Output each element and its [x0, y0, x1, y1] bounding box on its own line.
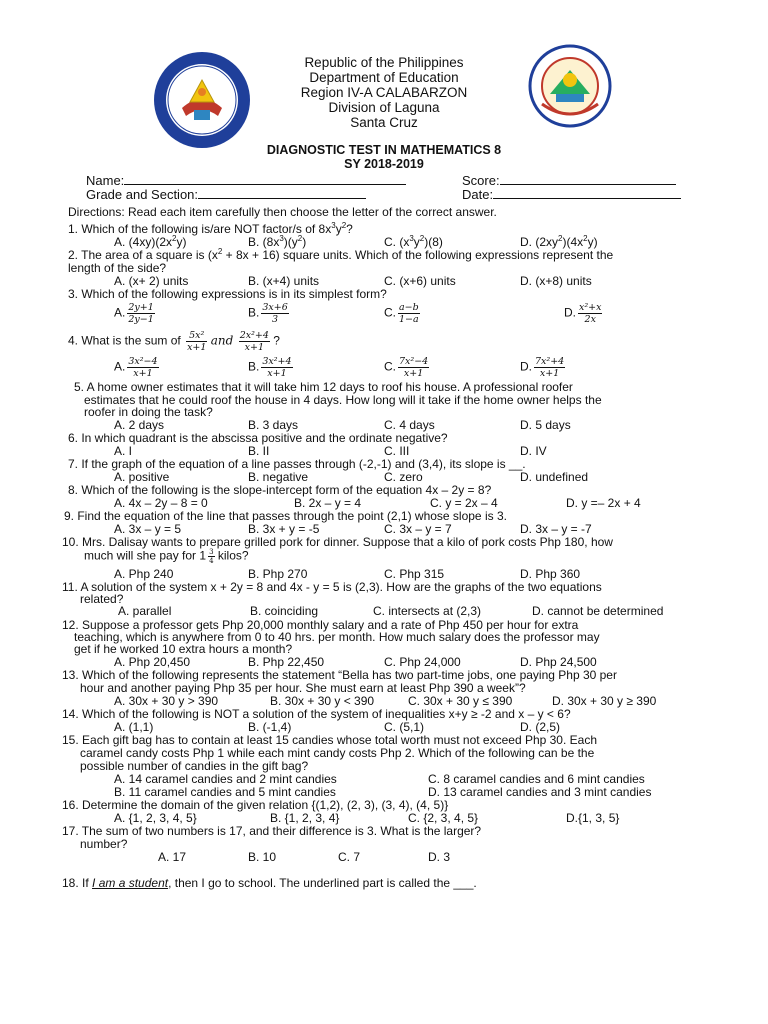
q11-stem-line2: related? [80, 592, 124, 606]
q1-stem: 1. Which of the following is/are NOT factor/s of $8x^3y^2$? [68, 221, 353, 236]
q5-stem-line3: roofer in doing the task? [84, 405, 213, 419]
q6-stem: 6. In which quadrant is the abscissa positive and the ordinate negative? [68, 431, 448, 445]
q8-choice-c[interactable]: C. y = 2x – 4 [430, 496, 498, 510]
q14-choice-c[interactable]: C. (5,1) [384, 720, 425, 734]
q17-stem-line2: number? [80, 837, 128, 851]
q16-choice-a[interactable]: A. {1, 2, 3, 4, 5} [114, 811, 197, 825]
q13-choice-c[interactable]: C. 30x + 30 y ≤ 390 [408, 694, 513, 708]
q16-choice-d[interactable]: D.{1, 3, 5} [566, 811, 620, 825]
q13-stem-line2: hour and another paying Php 35 per hour. She must earn at least Php 390 a week”? [80, 681, 526, 695]
q3-stem: 3. Which of the following expressions is in its simplest form? [68, 287, 387, 301]
q9-stem: 9. Find the equation of the line that passes through the point (2,1) whose slope is 3. [64, 509, 507, 523]
q12-choice-c[interactable]: C. Php 24,000 [384, 655, 461, 669]
q5-choice-b[interactable]: B. 3 days [248, 418, 299, 432]
q10-choice-c[interactable]: C. Php 315 [384, 567, 445, 581]
q3-choice-d[interactable]: D. $\frac{\text{x²+x}}{2x}$ [564, 302, 602, 325]
q2-stem-line1: 2. The area of a square is $(x^2 + 8x + 16)$ square units. Which of the following expressions represent the [68, 247, 614, 262]
q15-stem-line1: 15. Each gift bag has to contain at least 15 candies whose total worth must not exceed Php 30. Each [62, 733, 598, 747]
directions: Directions: Read each item carefully then choose the letter of the correct answer. [68, 205, 497, 219]
q17-choice-d[interactable]: D. 3 [428, 850, 451, 864]
test-title: DIAGNOSTIC TEST IN MATHEMATICS 8 [266, 143, 502, 157]
q13-stem-line1: 13. Which of the following represents the statement “Bella has two part-time jobs, one paying Php 30 per [62, 668, 617, 682]
q15-choice-a[interactable]: A. 14 caramel candies and 2 mint candies [114, 772, 337, 786]
q3-choice-b[interactable]: B. $\frac{3x+6}{3}$ [248, 302, 288, 325]
q15-choice-c[interactable]: C. 8 caramel candies and 6 mint candies [428, 772, 645, 786]
header-city: Santa Cruz [350, 115, 418, 130]
q7-choice-b[interactable]: B. negative [248, 470, 309, 484]
q17-choice-a[interactable]: A. 17 [158, 850, 187, 864]
score-field[interactable] [462, 173, 676, 187]
school-year: SY 2018-2019 [344, 157, 424, 171]
q10-choice-b[interactable]: B. Php 270 [248, 567, 308, 581]
q12-stem-line3: get if he worked 10 extra hours a month? [74, 642, 293, 656]
grade-section-field[interactable] [86, 187, 366, 201]
q1-choice-c[interactable]: C. $(x^3y^2)(8)$ [384, 234, 443, 249]
date-label: Date: [462, 187, 494, 202]
q13-choice-d[interactable]: D. 30x + 30 y ≥ 390 [552, 694, 657, 708]
q11-choice-c[interactable]: C. intersects at (2,3) [373, 604, 482, 618]
q4-choice-c[interactable]: C. $\frac{\text{7x²−4}}{x+1}$ [384, 356, 429, 379]
q14-choice-b[interactable]: B. (-1,4) [248, 720, 292, 734]
q13-choice-b[interactable]: B. 30x + 30 y < 390 [270, 694, 375, 708]
q2-choice-a[interactable]: A. (x+ 2) units [114, 274, 189, 288]
q6-choice-b[interactable]: B. II [248, 444, 270, 458]
q5-choice-d[interactable]: D. 5 days [520, 418, 571, 432]
q7-stem: 7. If the graph of the equation of a line passes through (-2,-1) and (3,4), its slope is __. [68, 457, 526, 471]
q2-choice-c[interactable]: C. (x+6) units [384, 274, 456, 288]
q7-choice-c[interactable]: C. zero [384, 470, 423, 484]
q17-choice-b[interactable]: B. 10 [248, 850, 277, 864]
q5-stem-line1: 5. A home owner estimates that it will take him 12 days to roof his house. A professional roofer [74, 380, 573, 394]
q8-choice-d[interactable]: D. y =– 2x + 4 [566, 496, 641, 510]
score-label: Score: [462, 173, 500, 188]
q17-choice-c[interactable]: C. 7 [338, 850, 361, 864]
q15-choice-b[interactable]: B. 11 caramel candies and 5 mint candies [114, 785, 336, 799]
q12-choice-b[interactable]: B. Php 22,450 [248, 655, 325, 669]
q4-choice-a[interactable]: A. $\frac{\text{3x²−4}}{x+1}$ [114, 356, 158, 379]
q15-stem-line2: caramel candy costs Php 1 while each mint candy costs Php 2. Which of the following can be the [80, 746, 595, 760]
q7-choice-a[interactable]: A. positive [114, 470, 170, 484]
q12-choice-d[interactable]: D. Php 24,500 [520, 655, 597, 669]
q14-choice-a[interactable]: A. (1,1) [114, 720, 154, 734]
q9-choice-a[interactable]: A. 3x – y = 5 [114, 522, 182, 536]
q9-choice-b[interactable]: B. 3x + y = -5 [248, 522, 320, 536]
q3-choice-c[interactable]: C. $\frac{a-b}{1-a}$ [384, 302, 419, 325]
q2-choice-b[interactable]: B. (x+4) units [248, 274, 320, 288]
q11-choice-d[interactable]: D. cannot be determined [532, 604, 664, 618]
q6-choice-a[interactable]: A. I [114, 444, 133, 458]
q1-choice-a[interactable]: A. $(4xy)(2x^2y)$ [114, 234, 187, 249]
q5-choice-c[interactable]: C. 4 days [384, 418, 435, 432]
q10-choice-a[interactable]: A. Php 240 [114, 567, 174, 581]
q5-stem-line2: estimates that he could roof the house in 4 days. How long will it take if the home owner helps the [84, 393, 602, 407]
q18-underlined-part: I am a student [92, 876, 169, 890]
q18-stem: 18. If I am a student, then I go to school. The underlined part is called the ___. [62, 876, 477, 890]
date-field[interactable] [462, 187, 681, 201]
q6-choice-d[interactable]: D. IV [520, 444, 547, 458]
q16-choice-b[interactable]: B. {1, 2, 3, 4} [270, 811, 340, 825]
q14-choice-d[interactable]: D. (2,5) [520, 720, 561, 734]
q5-choice-a[interactable]: A. 2 days [114, 418, 165, 432]
q15-stem-line3: possible number of candies in the gift bag? [80, 759, 309, 773]
q6-choice-c[interactable]: C. III [384, 444, 410, 458]
q8-choice-a[interactable]: A. 4x – 2y – 8 = 0 [114, 496, 208, 510]
q9-choice-c[interactable]: C. 3x – y = 7 [384, 522, 452, 536]
q11-stem-line1: 11. A solution of the system x + 2y = 8 and 4x - y = 5 is (2,3). How are the graphs of the two equations [62, 580, 602, 594]
q2-choice-d[interactable]: D. (x+8) units [520, 274, 592, 288]
header-region: Region IV-A CALABARZON [300, 85, 468, 100]
q16-choice-c[interactable]: C. {2, 3, 4, 5} [408, 811, 479, 825]
header-division: Division of Laguna [328, 100, 440, 115]
header-department: Department of Education [309, 70, 459, 85]
q1-choice-d[interactable]: D. $(2xy^2)(4x^2y)$ [520, 234, 598, 249]
q10-stem-line1: 10. Mrs. Dalisay wants to prepare grilled pork for dinner. Suppose that a kilo of pork costs Php 180, how [62, 535, 613, 549]
q2-stem-line2: length of the side? [68, 261, 167, 275]
q7-choice-d[interactable]: D. undefined [520, 470, 589, 484]
q14-stem: 14. Which of the following is NOT a solution of the system of inequalities x+y ≥ -2 and x – y < 6? [62, 707, 571, 721]
grade-section-label: Grade and Section: [86, 187, 199, 202]
q17-stem-line1: 17. The sum of two numbers is 17, and their difference is 3. What is the larger? [62, 824, 482, 838]
q8-stem: 8. Which of the following is the slope-intercept form of the equation 4x – 2y = 8? [68, 483, 492, 497]
header-republic: Republic of the Philippines [304, 55, 464, 70]
name-label: Name: [86, 173, 125, 188]
q9-choice-d[interactable]: D. 3x – y = -7 [520, 522, 592, 536]
q12-stem-line2: teaching, which is anywhere from 0 to 40 hrs. per month. How much salary does the professor may [74, 630, 600, 644]
q16-stem: 16. Determine the domain of the given relation {(1,2), (2, 3), (3, 4), (4, 5)} [62, 798, 449, 812]
q11-choice-a[interactable]: A. parallel [118, 604, 172, 618]
q12-choice-a[interactable]: A. Php 20,450 [114, 655, 191, 669]
q1-choice-b[interactable]: B. $(8x^3)(y^2)$ [248, 234, 307, 249]
q12-stem-line1: 12. Suppose a professor gets Php 20,000 monthly salary and a rate of Php 450 per hour for extra [62, 618, 579, 632]
q3-choice-a[interactable]: A. $\frac{2y+1}{2y-1}$ [114, 302, 154, 325]
q10-choice-d[interactable]: D. Php 360 [520, 567, 581, 581]
q4-choice-b[interactable]: B. $\frac{\text{3x²+4}}{x+1}$ [248, 356, 292, 379]
q8-choice-b[interactable]: B. 2x – y = 4 [294, 496, 362, 510]
q11-choice-b[interactable]: B. coinciding [250, 604, 319, 618]
q10-stem-line2: much will she pay for 1 $\frac{3}{4}$ kilos? [84, 548, 249, 565]
q4-stem: 4. What is the sum of $\frac{\text{5x²}}{x+1}$ and $\frac{\text{2x²+4}}{x+1}$ ? [68, 330, 280, 353]
q15-choice-d[interactable]: D. 13 caramel candies and 3 mint candies [428, 785, 652, 799]
name-field[interactable] [86, 173, 406, 187]
q13-choice-a[interactable]: A. 30x + 30 y > 390 [114, 694, 219, 708]
q4-choice-d[interactable]: D. $\frac{\text{7x²+4}}{x+1}$ [520, 356, 565, 379]
